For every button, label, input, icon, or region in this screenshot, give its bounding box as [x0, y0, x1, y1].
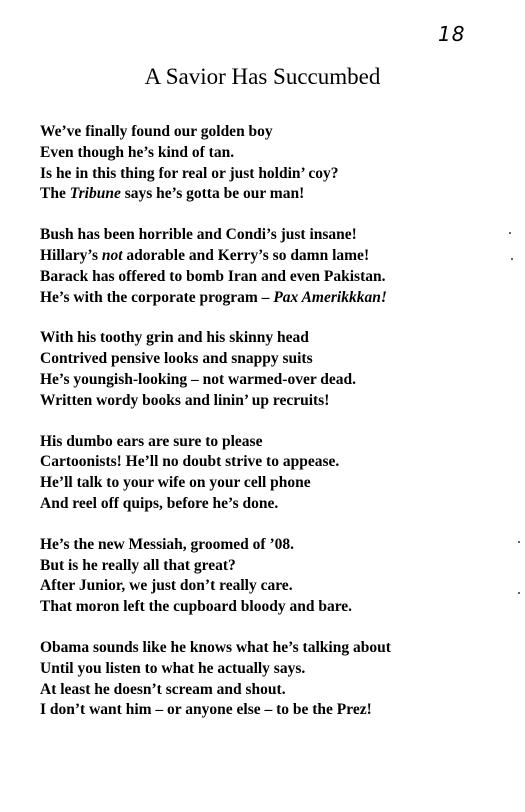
- line-text: says he’s gotta be our man!: [120, 185, 305, 203]
- poem-line: [40, 659, 510, 680]
- stanza: [40, 225, 510, 308]
- poem-line: [40, 700, 510, 721]
- poem-line: [40, 432, 510, 453]
- poem-line: [40, 597, 510, 618]
- line-text: adorable and Kerry’s so damn lame!: [122, 246, 370, 264]
- poem-line: [40, 246, 510, 267]
- line-text: Obama sounds like he knows what he’s talking about: [40, 638, 391, 656]
- scan-speck: [518, 541, 520, 543]
- line-text: He’ll talk to your wife on your cell phone: [40, 474, 311, 492]
- poem-line: [40, 680, 510, 701]
- line-text: Written wordy books and linin’ up recruits!: [40, 391, 330, 409]
- stanza: [40, 122, 510, 205]
- stanza: [40, 328, 510, 411]
- line-text: He’s with the corporate program –: [40, 288, 274, 306]
- stanza: [40, 432, 510, 515]
- poem-line: [40, 122, 510, 143]
- line-text: Contrived pensive looks and snappy suits: [40, 350, 313, 368]
- poem-line: [40, 164, 510, 185]
- line-text: Hillary’s: [40, 246, 102, 264]
- line-text: At least he doesn’t scream and shout.: [40, 680, 286, 698]
- poem-body: [40, 122, 510, 741]
- poem-line: [40, 349, 510, 370]
- scan-speck: [511, 258, 513, 260]
- line-text: With his toothy grin and his skinny head: [40, 329, 309, 347]
- line-text: He’s youngish-looking – not warmed-over dead.: [40, 370, 357, 388]
- poem-title: A Savior Has Succumbed: [144, 64, 381, 89]
- line-text: His dumbo ears are sure to please: [40, 432, 263, 450]
- stanza: [40, 638, 510, 721]
- line-text: Bush has been horrible and Condi’s just insane!: [40, 226, 357, 244]
- italic-phrase: Tribune: [69, 185, 121, 203]
- line-text: The: [40, 185, 70, 203]
- line-text: After Junior, we just don’t really care.: [40, 577, 293, 595]
- line-text: He’s the new Messiah, groomed of ’08.: [40, 535, 294, 553]
- line-text: Is he in this thing for real or just holdin’ coy?: [40, 164, 339, 182]
- poem-line: [40, 556, 510, 577]
- scan-speck: [509, 232, 511, 234]
- poem-line: [40, 391, 510, 412]
- poem-line: [40, 535, 510, 556]
- poem-line: [40, 473, 510, 494]
- page-number: 18: [438, 22, 466, 46]
- poem-line: [40, 576, 510, 597]
- poem-line: [40, 184, 510, 205]
- poem-line: [40, 288, 510, 309]
- poem-line: [40, 494, 510, 515]
- poem-line: [40, 638, 510, 659]
- line-text: And reel off quips, before he’s done.: [40, 494, 279, 512]
- poem-line: [40, 328, 510, 349]
- poem-line: [40, 267, 510, 288]
- line-text: Barack has offered to bomb Iran and even Pakistan.: [40, 267, 386, 285]
- line-text: We’ve finally found our golden boy: [40, 123, 273, 140]
- stanza: [40, 535, 510, 618]
- scan-speck: [518, 592, 520, 594]
- line-text: Until you listen to what he actually says.: [40, 659, 306, 677]
- line-text: That moron left the cupboard bloody and bare.: [40, 598, 353, 616]
- line-text: Even though he’s kind of tan.: [40, 143, 235, 161]
- line-text: Cartoonists! He’ll no doubt strive to appease.: [40, 453, 340, 471]
- poem-line: [40, 225, 510, 246]
- line-text: I don’t want him – or anyone else – to be the Prez!: [40, 701, 372, 719]
- line-text: But is he really all that great?: [40, 556, 236, 574]
- italic-phrase: not: [101, 246, 123, 264]
- poem-line: [40, 143, 510, 164]
- italic-phrase: Pax Amerikkkan!: [273, 288, 387, 306]
- poem-line: [40, 370, 510, 391]
- poem-line: [40, 452, 510, 473]
